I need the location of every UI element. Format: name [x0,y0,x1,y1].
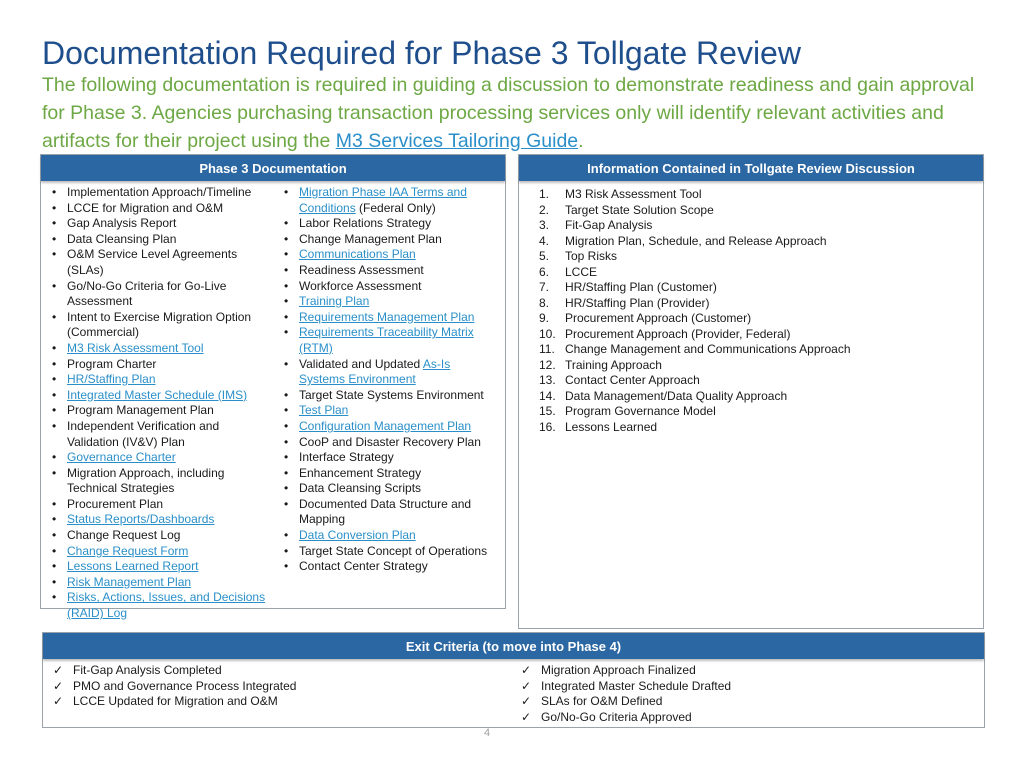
documentation-text: Program Management Plan [67,403,214,418]
documentation-item [47,247,267,278]
info-item [539,404,979,420]
documentation-item [47,575,267,591]
bullet-icon: • [52,231,57,246]
documentation-text: Change Request Log [67,528,181,543]
bullet-icon: • [284,418,289,433]
documentation-link[interactable]: Requirements Management Plan [299,309,475,324]
documentation-item [279,310,494,326]
info-item [539,218,979,234]
documentation-item [47,497,267,513]
info-item [539,373,979,389]
info-item-number: 2. [539,202,550,217]
exit-criteria-list-right [521,663,961,725]
documentation-item [279,481,494,497]
bullet-icon: • [284,528,289,543]
subtitle-text: The following documentation is required in guiding a discussion to demonstrate readiness and gain approval for Phase 3. Agencies purchasing transaction processing services only will identify relevant activities and artifacts for their project using the [42,74,975,152]
bullet-icon: • [284,216,289,231]
documentation-item [279,528,494,544]
documentation-item [279,466,494,482]
documentation-item [47,341,267,357]
checkmark-icon: ✓ [53,663,64,677]
documentation-text: Contact Center Strategy [299,559,428,574]
exit-criterion-text: Integrated Master Schedule Drafted [541,678,732,693]
documentation-link[interactable]: Data Conversion Plan [299,528,416,543]
checkmark-icon: ✓ [53,694,64,708]
bullet-icon: • [284,325,289,340]
documentation-link[interactable]: Risks, Actions, Issues, and Decisions (RAID) Log [67,590,266,621]
exit-criterion-text: Go/No-Go Criteria Approved [541,709,692,724]
info-item [539,358,979,374]
exit-criterion [53,694,483,710]
info-item-number: 3. [539,218,550,232]
documentation-text: O&M Service Level Agreements (SLAs) [67,247,238,277]
info-item-text: Target State Solution Scope [565,202,714,217]
documentation-item [279,544,494,560]
documentation-link[interactable]: HR/Staffing Plan [67,372,156,387]
documentation-item [47,559,267,575]
info-item-number: 6. [539,264,550,279]
documentation-text: Validated and Updated [299,356,423,371]
documentation-item [47,544,267,560]
bullet-icon: • [52,387,57,402]
info-item-text: Program Governance Model [565,404,716,418]
info-item [539,203,979,219]
bullet-icon: • [284,481,289,496]
page-subtitle [42,71,992,155]
documentation-link[interactable]: Lessons Learned Report [67,559,199,574]
documentation-link[interactable]: M3 Risk Assessment Tool [67,340,204,355]
bullet-icon: • [52,247,57,262]
documentation-text: Implementation Approach/Timeline [67,185,252,199]
documentation-link[interactable]: Migration Phase IAA Terms and Conditions [299,185,467,215]
info-item-number: 7. [539,280,550,294]
bullet-icon: • [284,387,289,402]
documentation-item [47,528,267,544]
info-item [539,296,979,312]
documentation-link[interactable]: Risk Management Plan [67,574,192,589]
info-item-text: Procurement Approach (Customer) [565,311,752,325]
documentation-item [279,497,494,528]
documentation-text: Readiness Assessment [299,262,424,277]
exit-criterion-text: SLAs for O&M Defined [541,694,663,708]
documentation-item [47,310,267,341]
documentation-suffix: (Federal Only) [355,200,436,215]
checkmark-icon: ✓ [53,678,64,693]
bullet-icon: • [284,465,289,480]
documentation-link[interactable]: Change Request Form [67,543,189,558]
documentation-item [47,450,267,466]
documentation-text: Target State Systems Environment [299,387,484,402]
exit-criterion [53,663,483,679]
subtitle-end: . [578,130,584,152]
bullet-icon: • [52,372,57,387]
documentation-item [279,216,494,232]
bullet-icon: • [52,309,57,324]
info-item [539,265,979,281]
documentation-item [279,403,494,419]
documentation-item [47,201,267,217]
info-item-text: Migration Plan, Schedule, and Release Approach [565,233,827,248]
documentation-text: Independent Verification and Validation (IV&V) Plan [67,418,220,449]
documentation-item [279,419,494,435]
phase3-documentation-panel [40,154,506,621]
bullet-icon: • [284,496,289,511]
documentation-text: Go/No-Go Criteria for Go-Live Assessment [67,278,227,309]
documentation-link[interactable]: Test Plan [299,403,349,418]
bullet-icon: • [284,403,289,418]
exit-criterion-text: Fit-Gap Analysis Completed [73,663,222,677]
documentation-item [279,559,494,575]
documentation-item [47,419,267,450]
info-item-text: Top Risks [565,249,618,263]
tailoring-guide-link[interactable]: M3 Services Tailoring Guide [335,130,579,152]
exit-criterion [521,663,961,679]
bullet-icon: • [52,340,57,355]
documentation-item [279,232,494,248]
phase3-documentation-header: Phase 3 Documentation [41,155,505,181]
documentation-text: Program Charter [67,356,157,371]
page-number: 4 [484,727,491,739]
exit-criterion [521,679,961,695]
exit-criterion [53,679,483,695]
checkmark-icon: ✓ [521,663,532,677]
bullet-icon: • [284,185,289,199]
bullet-icon: • [284,231,289,246]
documentation-text: Interface Strategy [299,450,394,465]
info-item-number: 11. [539,342,555,356]
documentation-text: Documented Data Structure and Mapping [299,496,472,527]
documentation-item [47,512,267,528]
checkmark-icon: ✓ [521,678,532,693]
documentation-item [47,279,267,310]
bullet-icon: • [52,574,57,589]
documentation-text: Labor Relations Strategy [299,216,432,231]
exit-criterion-text: PMO and Governance Process Integrated [73,678,297,693]
exit-criterion [521,694,961,710]
info-item-text: Change Management and Communications Approach [565,342,851,356]
bullet-icon: • [284,262,289,277]
documentation-text: LCCE for Migration and O&M [67,200,224,215]
documentation-item [47,232,267,248]
exit-criteria-header: Exit Criteria (to move into Phase 4) [43,633,984,659]
documentation-item [279,357,494,388]
documentation-text: Enhancement Strategy [299,465,422,480]
documentation-item [47,466,267,497]
info-item-number: 10. [539,326,556,341]
bullet-icon: • [284,247,289,262]
tollgate-info-header: Information Contained in Tollgate Review Discussion [519,155,983,181]
tollgate-info-panel [518,154,984,629]
bullet-icon: • [284,356,289,371]
bullet-icon: • [52,450,57,465]
bullet-icon: • [52,200,57,215]
documentation-link[interactable]: Integrated Master Schedule (IMS) [67,387,248,402]
documentation-item [279,263,494,279]
documentation-list-left [47,185,267,622]
documentation-link[interactable]: Status Reports/Dashboards [67,512,215,527]
info-item-number: 14. [539,388,556,403]
documentation-text: Migration Approach, including Technical Strategies [67,465,225,496]
documentation-text: Data Cleansing Plan [67,231,177,246]
bullet-icon: • [52,356,57,371]
info-item [539,389,979,405]
info-item-text: Contact Center Approach [565,373,700,387]
documentation-text: CooP and Disaster Recovery Plan [299,434,481,449]
info-item-text: Procurement Approach (Provider, Federal) [565,326,791,341]
documentation-link[interactable]: Communications Plan [299,247,416,262]
documentation-item [279,325,494,356]
documentation-text: Procurement Plan [67,496,164,511]
bullet-icon: • [52,185,57,199]
info-item [539,249,979,265]
documentation-text: Data Cleansing Scripts [299,481,422,496]
exit-criteria-panel [42,632,985,728]
documentation-link[interactable]: Governance Charter [67,450,176,465]
bullet-icon: • [284,543,289,558]
bullet-icon: • [52,465,57,480]
bullet-icon: • [284,450,289,465]
documentation-text: Target State Concept of Operations [299,543,488,558]
documentation-item [279,450,494,466]
info-item-text: Training Approach [565,357,662,372]
documentation-text: Intent to Exercise Migration Option (Commercial) [67,309,252,340]
bullet-icon: • [52,216,57,231]
exit-criteria-list-left [53,663,483,710]
info-item [539,280,979,296]
info-item [539,234,979,250]
documentation-text: Workforce Assessment [299,278,422,293]
info-item-text: LCCE [565,264,598,279]
info-item-number: 4. [539,233,550,248]
documentation-link[interactable]: Requirements Traceability Matrix (RTM) [299,325,474,355]
documentation-item [279,294,494,310]
info-item [539,420,979,436]
info-item-number: 12. [539,357,556,372]
exit-criterion [521,710,961,726]
bullet-icon: • [284,434,289,449]
documentation-item [279,388,494,404]
info-item-text: HR/Staffing Plan (Customer) [565,280,717,294]
exit-criterion-text: Migration Approach Finalized [541,663,696,677]
info-item-text: M3 Risk Assessment Tool [565,187,702,201]
info-item-text: Lessons Learned [565,419,658,434]
documentation-item [47,357,267,373]
info-item-number: 15. [539,404,556,418]
info-item-number: 16. [539,419,556,434]
info-item [539,311,979,327]
info-item-number: 9. [539,311,550,325]
checkmark-icon: ✓ [521,709,532,724]
info-item [539,187,979,203]
documentation-item [47,185,267,201]
tollgate-info-list [539,187,979,435]
documentation-link[interactable]: As-Is Systems Environment [299,356,451,387]
info-item-number: 5. [539,249,550,263]
info-item-text: HR/Staffing Plan (Provider) [565,295,710,310]
info-item-number: 1. [539,187,550,201]
info-item-text: Data Management/Data Quality Approach [565,388,788,403]
documentation-item [47,388,267,404]
bullet-icon: • [52,559,57,574]
documentation-text: Change Management Plan [299,231,442,246]
bullet-icon: • [284,309,289,324]
checkmark-icon: ✓ [521,694,532,708]
bullet-icon: • [52,403,57,418]
documentation-link[interactable]: Training Plan [299,294,370,309]
exit-criterion-text: LCCE Updated for Migration and O&M [73,694,278,708]
bullet-icon: • [52,590,57,605]
bullet-icon: • [52,528,57,543]
documentation-item [279,435,494,451]
bullet-icon: • [284,278,289,293]
bullet-icon: • [52,543,57,558]
documentation-item [47,403,267,419]
info-item [539,327,979,343]
page-title: Documentation Required for Phase 3 Tollgate Review [42,35,801,71]
documentation-item [47,590,267,621]
bullet-icon: • [52,496,57,511]
documentation-link[interactable]: Configuration Management Plan [299,418,472,433]
info-item-text: Fit-Gap Analysis [565,218,653,232]
bullet-icon: • [52,278,57,293]
documentation-list-right [279,185,494,575]
documentation-item [279,279,494,295]
info-item [539,342,979,358]
info-item-number: 13. [539,373,556,387]
bullet-icon: • [284,294,289,309]
documentation-item [279,247,494,263]
bullet-icon: • [52,418,57,433]
bullet-icon: • [284,559,289,574]
bullet-icon: • [52,512,57,527]
documentation-text: Gap Analysis Report [67,216,177,231]
info-item-number: 8. [539,295,550,310]
documentation-item [47,372,267,388]
documentation-item [279,185,494,216]
documentation-item [47,216,267,232]
